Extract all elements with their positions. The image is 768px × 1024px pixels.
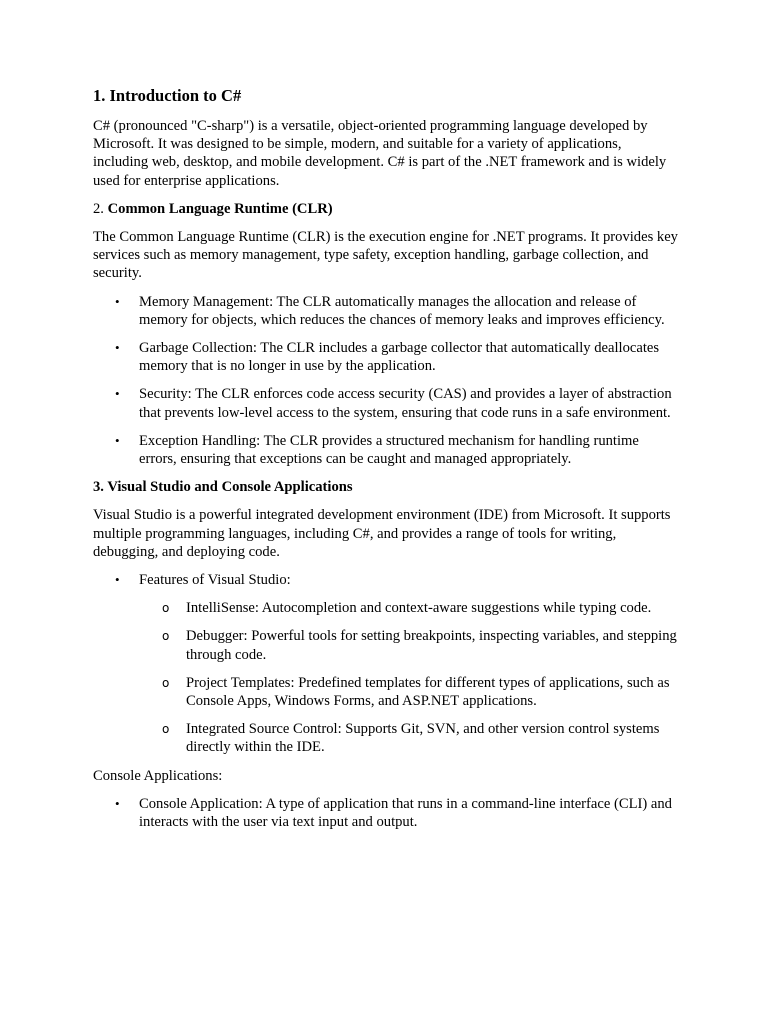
bullet-icon: • bbox=[115, 386, 120, 402]
clr-bullet-list bbox=[93, 293, 678, 469]
list-item-text: Console Application: A type of application that runs in a command-line interface (CLI) and interacts with the user via text input and output. bbox=[139, 795, 672, 831]
section2-heading bbox=[93, 200, 678, 218]
list-item-text: Security: The CLR enforces code access security (CAS) and provides a layer of abstraction that prevents low-level access to the system, ensuring that code runs in a safe environment. bbox=[139, 386, 672, 421]
list-item bbox=[93, 432, 678, 468]
bullet-icon: • bbox=[115, 572, 120, 588]
bullet-icon: • bbox=[115, 432, 120, 448]
sub-list-item bbox=[139, 599, 678, 617]
list-item bbox=[93, 339, 678, 375]
sub-list-item-text: Debugger: Powerful tools for setting breakpoints, inspecting variables, and stepping through code. bbox=[186, 628, 677, 663]
list-item-text: Memory Management: The CLR automatically manages the allocation and release of memory for objects, which reduces the chances of memory leaks and improves efficiency. bbox=[139, 293, 665, 328]
sub-list-item-text: IntelliSense: Autocompletion and context-aware suggestions while typing code. bbox=[186, 600, 652, 617]
sub-list-item bbox=[139, 720, 678, 756]
circle-bullet-icon: o bbox=[162, 675, 170, 690]
list-item-text: Garbage Collection: The CLR includes a garbage collector that automatically deallocates memory that is no longer in use by the application. bbox=[139, 340, 660, 375]
circle-bullet-icon: o bbox=[162, 601, 170, 616]
section2-title: Common Language Runtime (CLR) bbox=[107, 200, 333, 217]
section1-paragraph: C# (pronounced "C-sharp") is a versatile, object-oriented programming language developed by Microsoft. It was designed to be simple, modern, and suitable for a variety of applications, including web, desktop, and mobile development. C# is part of the .NET framework and is widely used for enterprise applications. bbox=[93, 118, 667, 189]
bullet-icon: • bbox=[115, 293, 120, 309]
section2-paragraph: The Common Language Runtime (CLR) is the execution engine for .NET programs. It provides key services such as memory management, type safety, exception handling, garbage collection, and security. bbox=[93, 229, 678, 282]
sub-list-item bbox=[139, 674, 678, 710]
section1-heading: 1. Introduction to C# bbox=[93, 86, 242, 105]
list-item bbox=[93, 571, 678, 757]
section2-number: 2. bbox=[93, 200, 104, 217]
list-item bbox=[93, 795, 678, 831]
console-bullet-list bbox=[93, 795, 678, 831]
sub-list-item bbox=[139, 627, 678, 663]
list-item bbox=[93, 293, 678, 329]
console-applications-label: Console Applications: bbox=[93, 767, 223, 784]
bullet-icon: • bbox=[115, 795, 120, 811]
document-page bbox=[93, 86, 678, 841]
sub-list-item-text: Project Templates: Predefined templates for different types of applications, such as Console Apps, Windows Forms, and ASP.NET applications. bbox=[186, 674, 670, 710]
vs-bullet-list bbox=[93, 571, 678, 757]
circle-bullet-icon: o bbox=[162, 629, 170, 644]
bullet-icon: • bbox=[115, 340, 120, 356]
section3-paragraph: Visual Studio is a powerful integrated development environment (IDE) from Microsoft. It supports multiple programming languages, including C#, and provides a range of tools for writing, debugging, and deploying code. bbox=[93, 507, 671, 560]
circle-bullet-icon: o bbox=[162, 722, 170, 737]
sub-list-item-text: Integrated Source Control: Supports Git, SVN, and other version control systems directly within the IDE. bbox=[186, 721, 660, 756]
list-item-text: Exception Handling: The CLR provides a structured mechanism for handling runtime errors, ensuring that exceptions can be caught and managed appropriately. bbox=[139, 432, 639, 468]
section3-heading: 3. Visual Studio and Console Applications bbox=[93, 479, 353, 496]
vs-features-list bbox=[139, 599, 678, 756]
list-item bbox=[93, 385, 678, 421]
list-item-text: Features of Visual Studio: bbox=[139, 572, 291, 589]
